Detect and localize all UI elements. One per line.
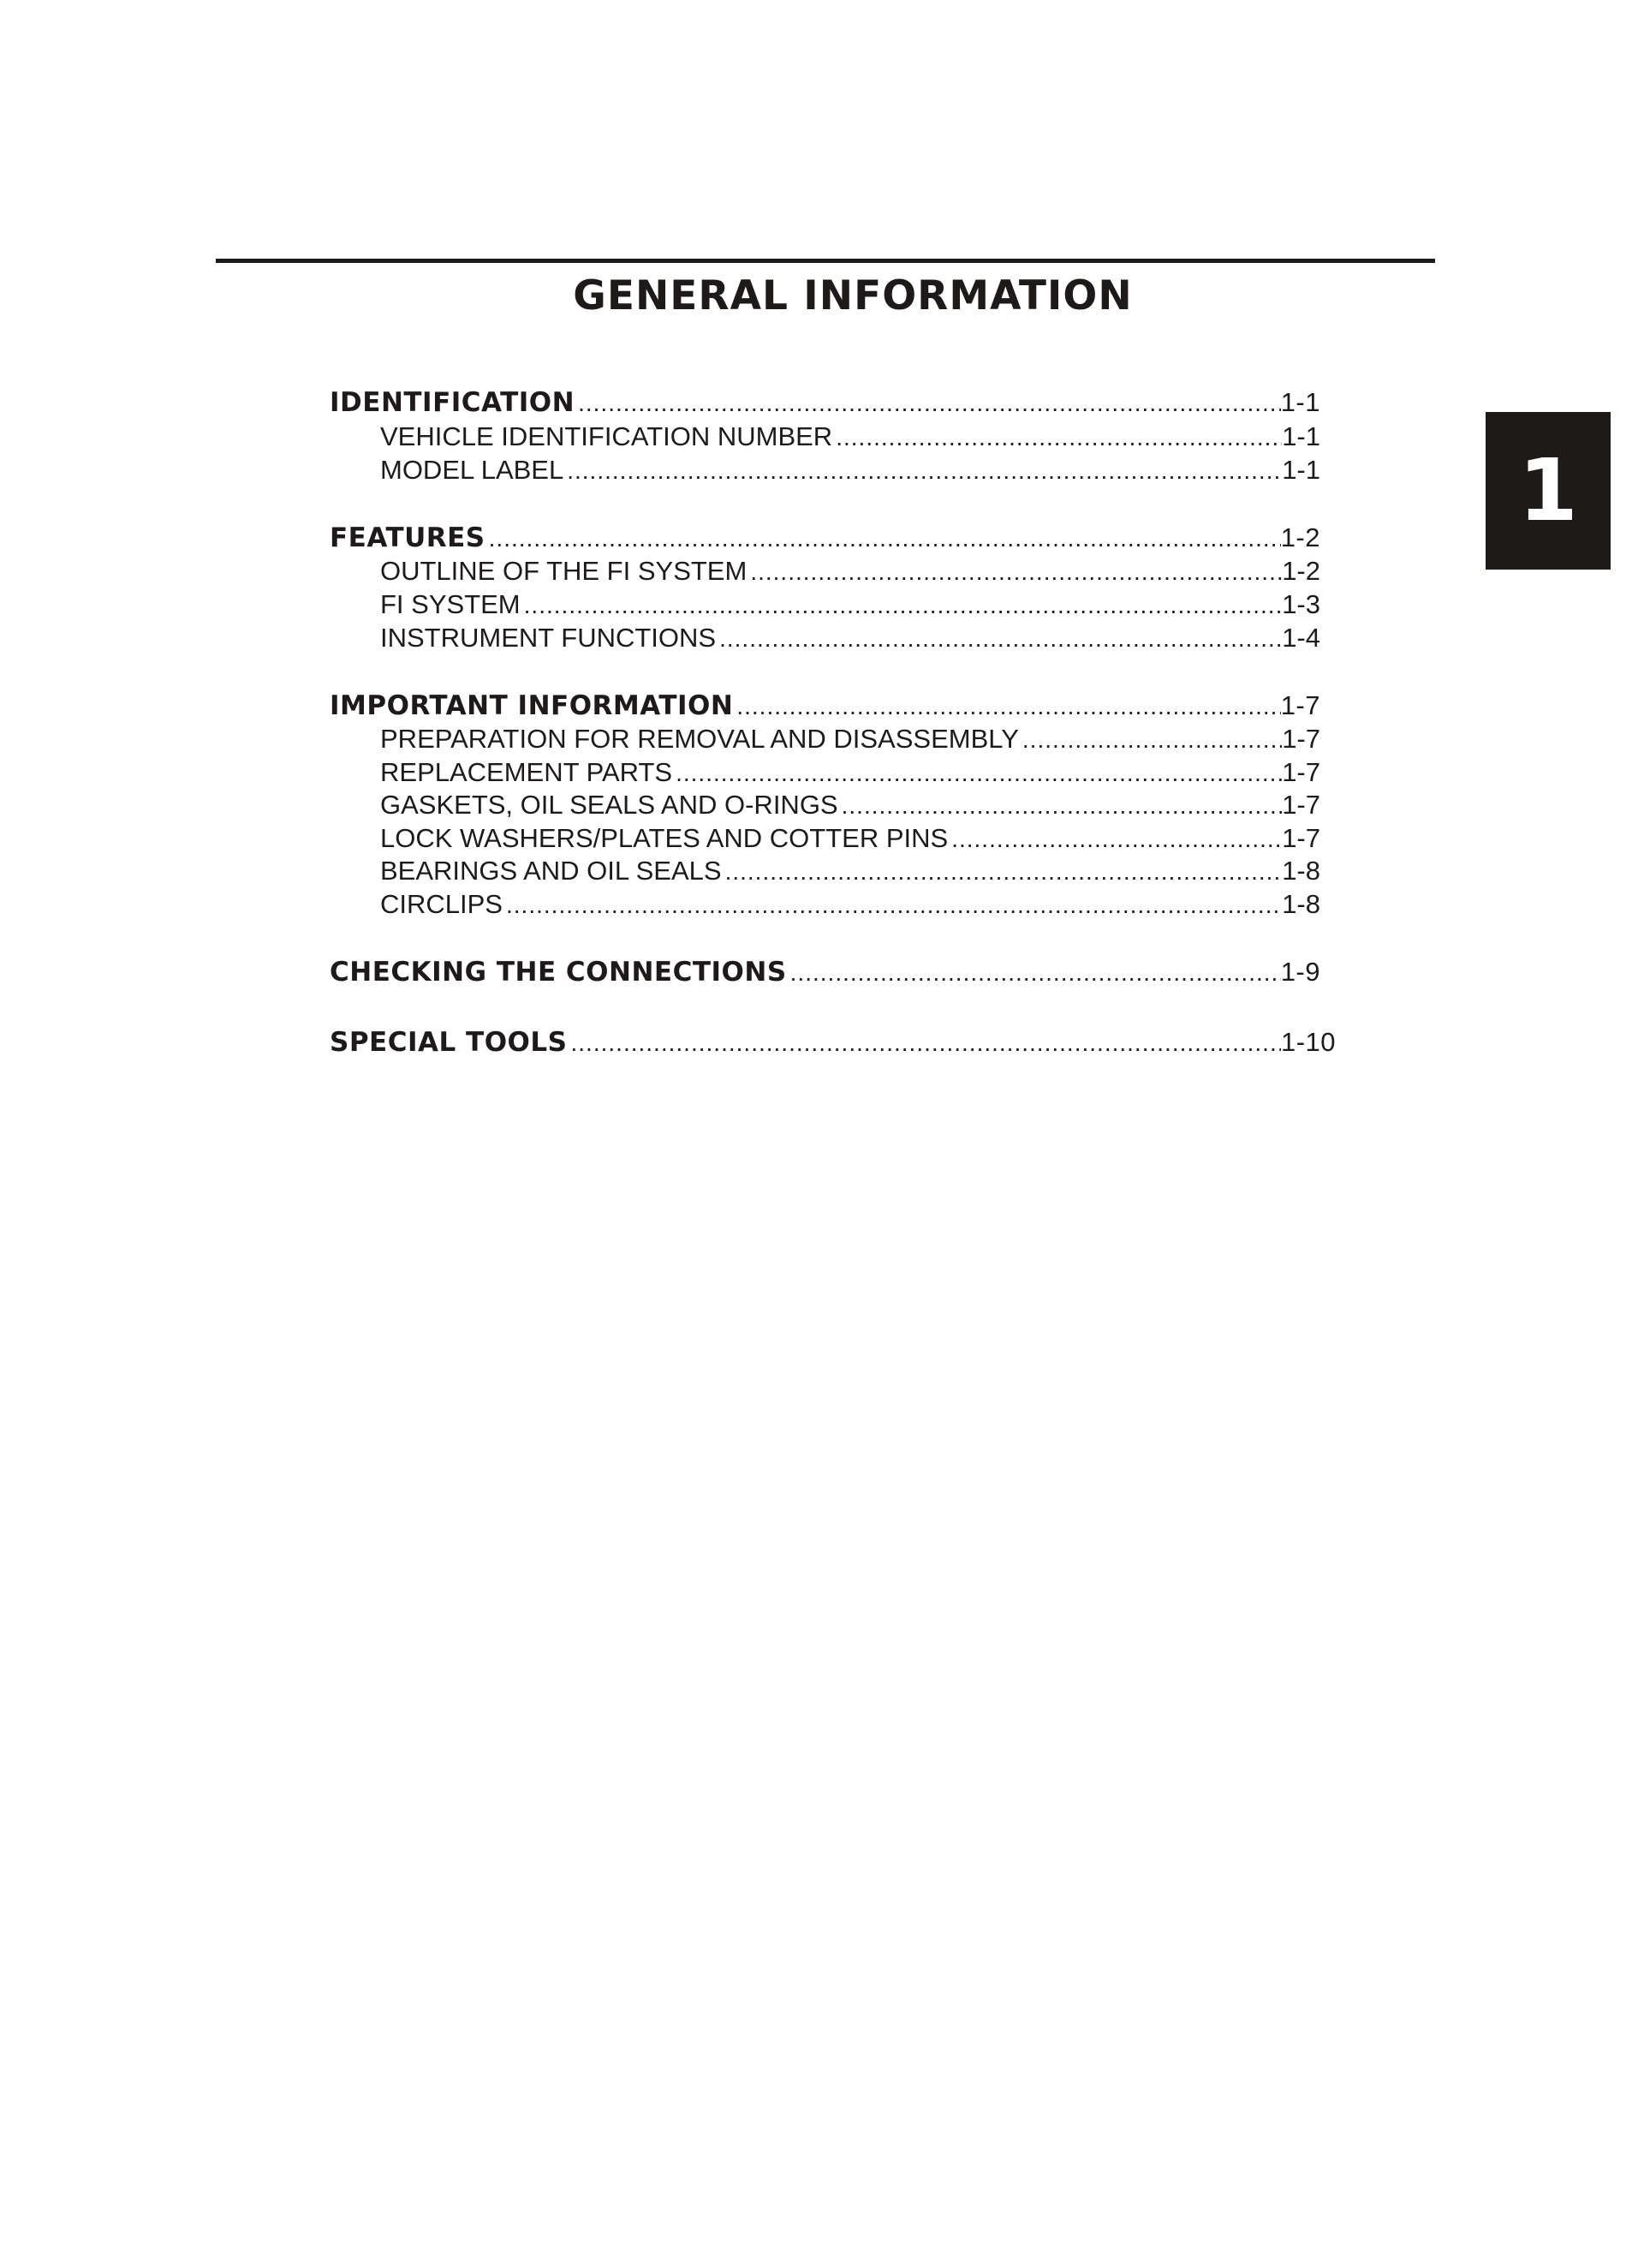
toc-leader — [948, 822, 1282, 856]
toc-label: CIRCLIPS — [380, 889, 503, 919]
toc-label: LOCK WASHERS/PLATES AND COTTER PINS — [380, 823, 949, 853]
toc-leader — [716, 622, 1282, 655]
toc-label: IMPORTANT INFORMATION — [330, 690, 734, 721]
toc-entry-replacement-parts[interactable] — [380, 755, 1320, 790]
toc-leader — [563, 454, 1282, 487]
toc-page: 1-8 — [1282, 889, 1320, 919]
toc-page: 1-10 — [1280, 1027, 1336, 1057]
toc-entry-circlips[interactable] — [380, 887, 1320, 922]
toc-label: INSTRUMENT FUNCTIONS — [380, 623, 717, 653]
toc-entry-lock-washers[interactable] — [380, 821, 1320, 856]
toc-leader — [1019, 723, 1282, 756]
toc-entry-outline-of-the-fi-system[interactable] — [380, 554, 1320, 588]
toc-leader — [733, 689, 1280, 723]
toc-section-features[interactable] — [330, 521, 1320, 555]
toc-leader — [787, 956, 1281, 989]
toc-entry-instrument-functions[interactable] — [380, 621, 1320, 655]
toc-page: 1-7 — [1282, 724, 1320, 754]
toc-entry-preparation-for-removal[interactable] — [380, 722, 1320, 756]
toc-entry-gaskets-oil-seals[interactable] — [380, 788, 1320, 822]
toc-entry-model-label[interactable] — [380, 453, 1320, 487]
toc-label: FEATURES — [330, 522, 485, 553]
toc-section-important-information[interactable] — [330, 689, 1320, 723]
toc-label: OUTLINE OF THE FI SYSTEM — [380, 556, 748, 586]
toc-page: 1-1 — [1282, 455, 1320, 485]
toc-page: 1-7 — [1282, 790, 1320, 820]
toc-page: 1-4 — [1282, 623, 1320, 653]
toc-entry-bearings-and-oil-seals[interactable] — [380, 854, 1320, 888]
toc-label: REPLACEMENT PARTS — [380, 757, 673, 787]
toc-page: 1-1 — [1282, 421, 1320, 451]
toc-label: FI SYSTEM — [380, 589, 521, 619]
toc-label: MODEL LABEL — [380, 455, 564, 485]
toc-section-identification[interactable] — [330, 385, 1320, 420]
toc-leader — [567, 1026, 1280, 1059]
toc-leader — [521, 588, 1283, 622]
chapter-title: GENERAL INFORMATION — [573, 272, 1133, 319]
toc-page: 1-7 — [1282, 823, 1320, 853]
toc-label: GASKETS, OIL SEALS AND O-RINGS — [380, 790, 838, 820]
toc-page: 1-7 — [1280, 690, 1320, 720]
toc-page: 1-2 — [1280, 522, 1320, 552]
toc-page: 1-7 — [1282, 757, 1320, 787]
toc-label: PREPARATION FOR REMOVAL AND DISASSEMBLY — [380, 724, 1019, 754]
toc-leader — [672, 756, 1282, 790]
toc-leader — [838, 789, 1283, 822]
toc-label: CHECKING THE CONNECTIONS — [330, 957, 787, 988]
toc-label: BEARINGS AND OIL SEALS — [380, 856, 722, 886]
toc-entry-vehicle-identification-number[interactable] — [380, 420, 1320, 454]
toc-label: IDENTIFICATION — [330, 387, 575, 418]
toc-leader — [485, 522, 1281, 555]
toc-label: VEHICLE IDENTIFICATION NUMBER — [380, 421, 833, 451]
toc-page: 1-8 — [1282, 856, 1320, 886]
toc-leader — [747, 555, 1282, 588]
toc-page: 1-9 — [1280, 957, 1320, 987]
chapter-tab: 1 — [1486, 412, 1611, 570]
toc-leader — [503, 888, 1282, 922]
toc-page: 1-2 — [1282, 556, 1320, 586]
toc-section-checking-the-connections[interactable] — [330, 955, 1320, 989]
toc-page: 1-3 — [1282, 589, 1320, 619]
toc-page: 1-1 — [1280, 387, 1320, 417]
toc-label: SPECIAL TOOLS — [330, 1027, 568, 1058]
toc-leader — [575, 386, 1281, 420]
toc-leader — [832, 421, 1282, 454]
toc-section-special-tools[interactable] — [330, 1025, 1336, 1059]
toc-leader — [722, 855, 1283, 888]
toc-entry-fi-system[interactable] — [380, 588, 1320, 622]
